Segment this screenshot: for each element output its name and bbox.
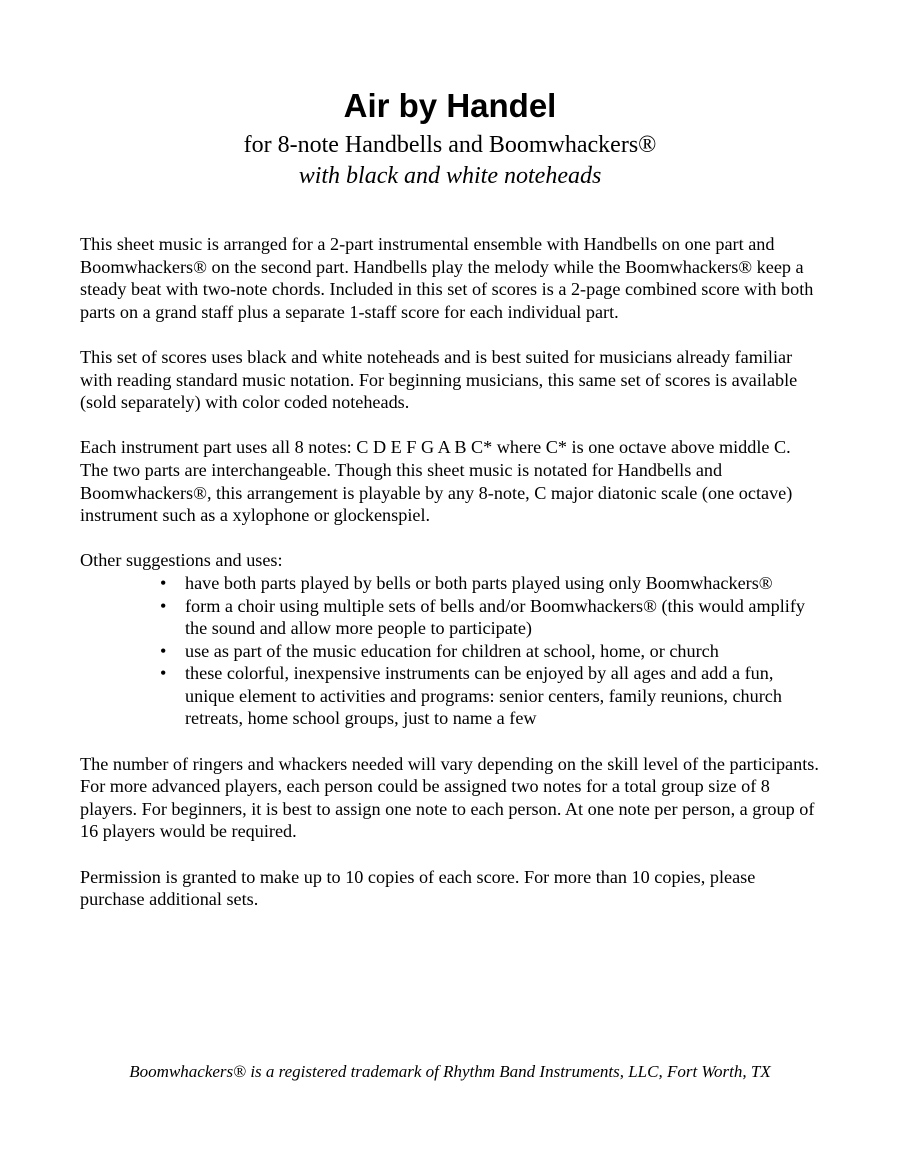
suggestions-list <box>80 572 822 730</box>
list-item <box>160 640 822 663</box>
bullet-icon: • <box>160 572 167 593</box>
permission-paragraph: Permission is granted to make up to 10 copies of each score. For more than 10 copies, please purchase additional sets. <box>80 866 756 910</box>
list-item-text: use as part of the music education for children at school, home, or church <box>185 640 719 661</box>
list-item <box>160 662 822 730</box>
page-subtitle-italic: with black and white noteheads <box>298 163 602 189</box>
bullet-icon: • <box>160 663 167 684</box>
trademark-footer: Boomwhackers® is a registered trademark of Rhythm Band Instruments, LLC, Fort Worth, TX <box>129 1062 771 1081</box>
list-item-text: form a choir using multiple sets of bells and/or Boomwhackers® (this would amplify the sound and allow more people to participate) <box>185 595 805 639</box>
bullet-icon: • <box>160 595 167 616</box>
suggestions-heading: Other suggestions and uses: <box>80 550 283 571</box>
noteheads-paragraph: This set of scores uses black and white noteheads and is best suited for musicians already familiar with reading standard music notation. For beginning musicians, this same set of scores is available (sold separately) with color coded noteheads. <box>80 346 798 413</box>
intro-paragraph: This sheet music is arranged for a 2-part instrumental ensemble with Handbells on one part and Boomwhackers® on the second part. Handbells play the melody while the Boomwhackers® keep a steady beat with two-note chords. Included in this set of scores is a 2-page combined score with both parts on a grand staff plus a separate 1-staff score for each individual part. <box>80 234 814 322</box>
notes-paragraph: Each instrument part uses all 8 notes: C D E F G A B C* where C* is one octave above middle C. The two parts are interchangeable. Though this sheet music is notated for Handbells and Boomwhackers®, this arrangement is playable by any 8-note, C major diatonic scale (one octave) instrument such as a xylophone or glockenspiel. <box>80 437 793 526</box>
bullet-icon: • <box>160 640 167 661</box>
list-item <box>160 572 822 595</box>
list-item-text: these colorful, inexpensive instruments can be enjoyed by all ages and add a fun, unique element to activities and programs: senior centers, family reunions, church retreats, home school groups, just to name a few <box>185 663 782 729</box>
page-title: Air by Handel <box>343 87 557 124</box>
document-body <box>80 233 822 933</box>
page-subtitle: for 8-note Handbells and Boomwhackers® <box>243 132 657 158</box>
ringers-paragraph: The number of ringers and whackers needed will vary depending on the skill level of the participants. For more advanced players, each person could be assigned two notes for a total group size of 8 players. For beginners, it is best to assign one note to each person. At one note per person, a group of 16 players would be required. <box>80 753 819 842</box>
list-item-text: have both parts played by bells or both parts played using only Boomwhackers® <box>185 572 773 593</box>
list-item <box>160 595 822 640</box>
